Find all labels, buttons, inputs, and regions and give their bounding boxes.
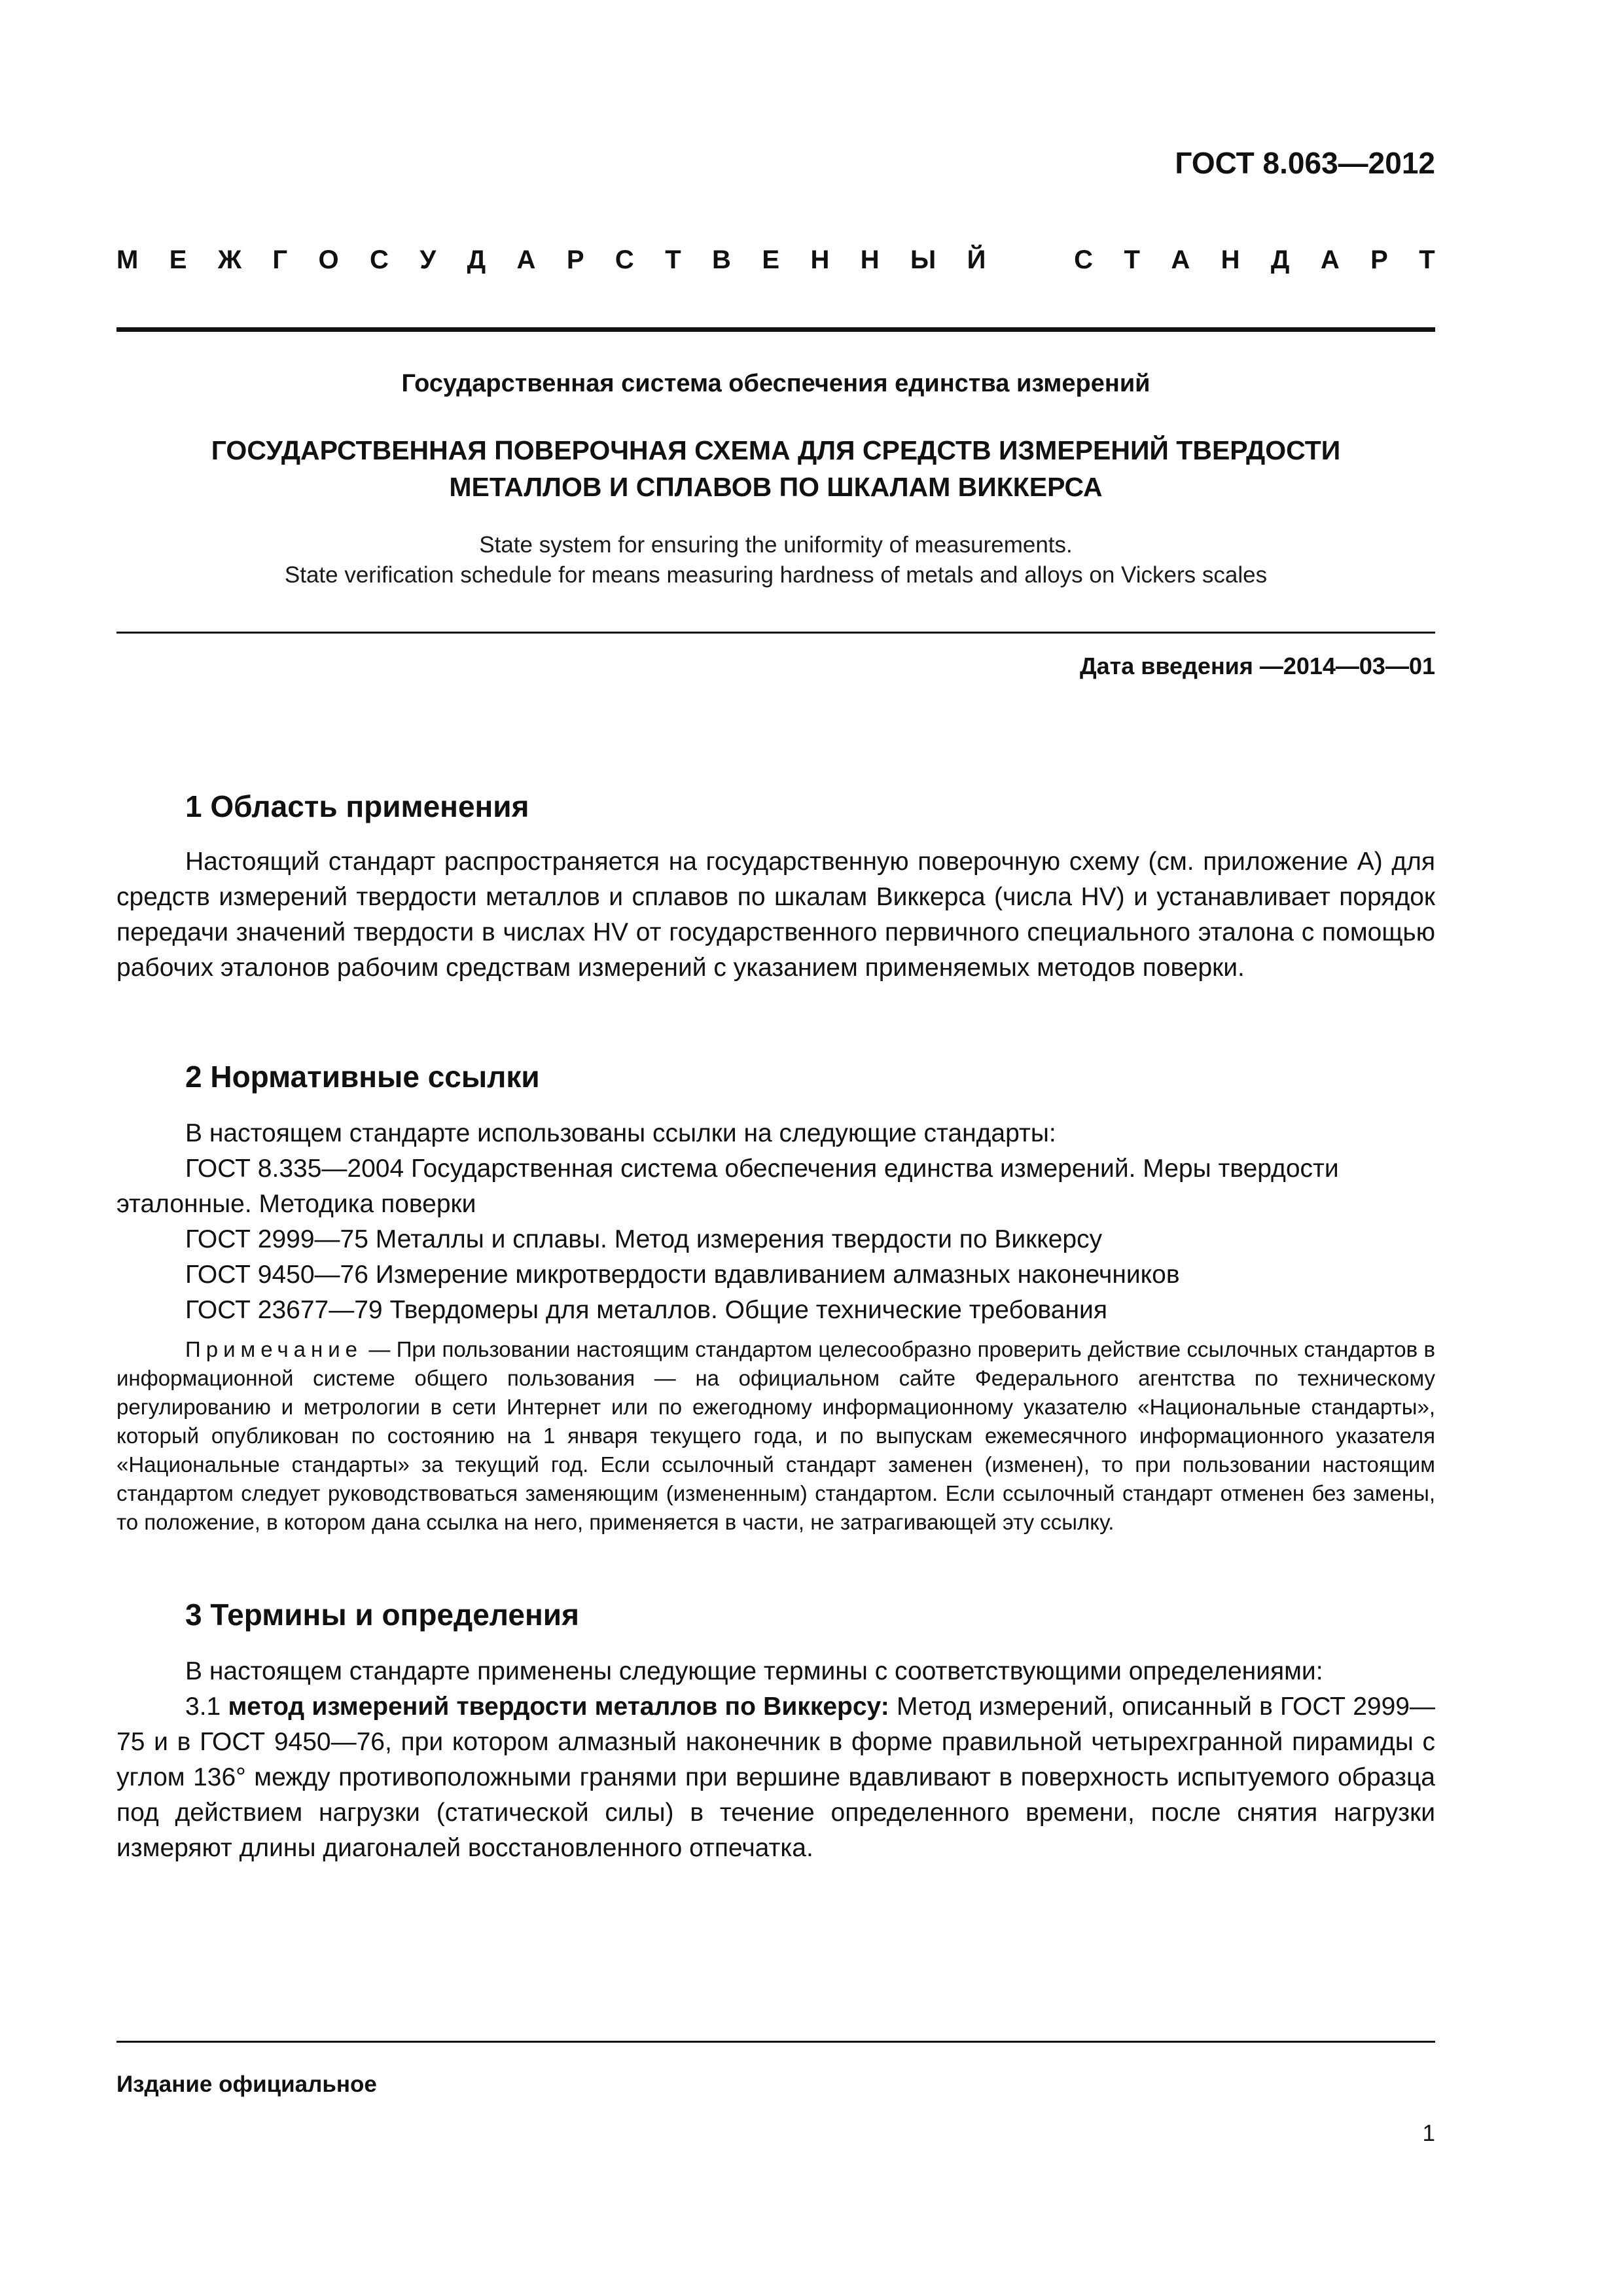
note-text: — При пользовании настоящим стандартом целесообразно проверить действие ссылочных стандартов в информационной системе общего пользования — на официальном сайте Федерального агентства по техническому регулированию и метрологии в сети Интернет или по ежегодному информационному указателю «Национальные стандарты», который опубликован по состоянию на 1 января текущего года, и по выпускам ежемесячного информационного указателя «Национальные стандарты» за текущий год. Если ссылочный стандарт заменен (изменен), то при пользовании настоящим стандартом следует руководствоваться заменяющим (измененным) стандартом. Если ссылочный стандарт отменен без замены, то положение, в котором дана ссылка на него, применяется в части, не затрагивающей эту ссылку. — [116, 1337, 1435, 1534]
reference-item: ГОСТ 23677—79 Твердомеры для металлов. Общие технические требования — [185, 1296, 1107, 1324]
terms-intro: В настоящем стандарте применены следующие термины с соответствующими определениями: — [185, 1657, 1323, 1685]
band-letter: Т — [1124, 245, 1140, 274]
section-3-body — [116, 1654, 1435, 1866]
band-letter: Ы — [910, 245, 936, 274]
band-letter: Е — [762, 245, 780, 274]
section-1-body — [116, 844, 1435, 986]
interstate-standard-band — [116, 245, 1435, 275]
band-letter: О — [318, 245, 339, 274]
main-title-line-2: МЕТАЛЛОВ И СПЛАВОВ ПО ШКАЛАМ ВИККЕРСА — [449, 472, 1103, 502]
section-2-heading: 2 Нормативные ссылки — [185, 1060, 540, 1094]
band-letter: С — [370, 245, 389, 274]
main-title — [116, 432, 1435, 505]
term-definition — [116, 1689, 1435, 1866]
section-1-paragraph: Настоящий стандарт распространяется на государственную поверочную схему (см. приложение А) для средств измерений твердости металлов и сплавов по шкалам Виккерса (числа HV) и устанавливает порядок передачи значений твердости в числах HV от государственного первичного специального эталона с помощью рабочих эталонов рабочим средствам измерений с указанием применяемых методов поверки. — [116, 848, 1435, 982]
footer-rule — [116, 2041, 1435, 2043]
document-number: ГОСТ 8.063—2012 — [1175, 146, 1435, 180]
main-title-line-1: ГОСУДАРСТВЕННАЯ ПОВЕРОЧНАЯ СХЕМА ДЛЯ СРЕДСТВ ИЗМЕРЕНИЙ ТВЕРДОСТИ — [211, 435, 1341, 465]
introduction-date: Дата введения —2014—03—01 — [1079, 653, 1435, 679]
normative-references — [116, 1116, 1435, 1328]
title-rule — [116, 632, 1435, 634]
english-title-line-2: State verification schedule for means measuring hardness of metals and alloys on Vickers scales — [284, 562, 1268, 588]
reference-item: ГОСТ 2999—75 Металлы и сплавы. Метод измерения твердости по Виккерсу — [185, 1225, 1103, 1253]
references-note — [116, 1335, 1435, 1537]
note-label: Примечание — [185, 1337, 363, 1361]
band-letter: А — [516, 245, 536, 274]
official-edition-label: Издание официальное — [116, 2072, 377, 2097]
reference-item: ГОСТ 9450—76 Измерение микротвердости вдавливанием алмазных наконечников — [185, 1261, 1180, 1289]
term-text: Метод измерений, описанный в ГОСТ 2999—75 и в ГОСТ 9450—76, при котором алмазный наконечник в форме правильной четырехгранной пирамиды с углом 136° между противоположными гранями при вершине вдавливают в поверхность испытуемого образца под действием нагрузки (статической силы) в течение определенного времени, после снятия нагрузки измеряют длины диагоналей восстановленного отпечатка. — [116, 1693, 1435, 1862]
band-letter: Р — [566, 245, 584, 274]
band-letter: А — [1171, 245, 1190, 274]
header-rule — [116, 327, 1435, 332]
band-letter: Ж — [217, 245, 241, 274]
band-letter: Т — [1419, 245, 1435, 274]
reference-item-continuation: эталонные. Методика поверки — [116, 1190, 476, 1218]
band-letter: У — [419, 245, 437, 274]
section-3-heading: 3 Термины и определения — [185, 1598, 579, 1632]
reference-item: ГОСТ 8.335—2004 Государственная система обеспечения единства измерений. Меры твердости — [185, 1155, 1339, 1183]
section-1-heading: 1 Область применения — [185, 789, 529, 823]
references-intro: В настоящем стандарте использованы ссылки на следующие стандарты: — [185, 1119, 1056, 1147]
system-title: Государственная система обеспечения единства измерений — [401, 370, 1150, 397]
band-letter: С — [1074, 245, 1094, 274]
band-letter: Н — [860, 245, 880, 274]
band-letter: М — [116, 245, 139, 274]
term-name: метод измерений твердости металлов по Виккерсу: — [228, 1693, 889, 1721]
band-letter: Е — [169, 245, 187, 274]
term-number: 3.1 — [185, 1693, 221, 1721]
band-letter: Д — [1270, 245, 1290, 274]
band-letter — [1017, 245, 1043, 275]
page-number: 1 — [1422, 2121, 1435, 2146]
band-letter: Г — [272, 245, 288, 274]
band-letter: С — [615, 245, 634, 274]
band-letter: В — [712, 245, 731, 274]
band-letter: Р — [1370, 245, 1388, 274]
english-title-line-1: State system for ensuring the uniformity of measurements. — [479, 532, 1073, 558]
band-letter: Т — [665, 245, 681, 274]
band-letter: Й — [967, 245, 986, 274]
band-letter: Н — [1221, 245, 1240, 274]
english-title — [116, 530, 1435, 590]
band-letter: А — [1320, 245, 1340, 274]
band-letter: Д — [467, 245, 486, 274]
band-letter: Н — [810, 245, 830, 274]
